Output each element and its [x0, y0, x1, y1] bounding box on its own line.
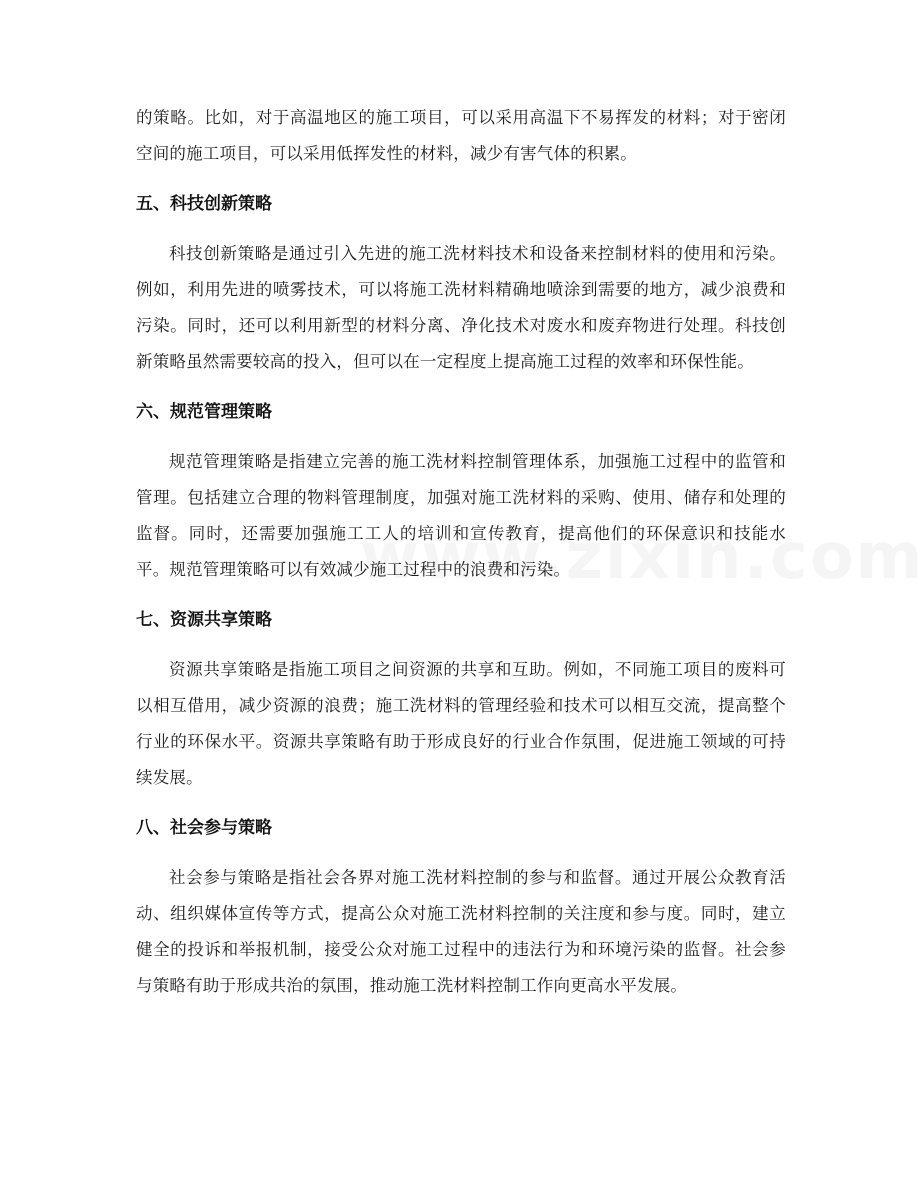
section-heading-8: 八、社会参与策略	[136, 818, 272, 838]
intro-paragraph: 的策略。比如，对于高温地区的施工项目，可以采用高温下不易挥发的材料；对于密闭空间的施工项目，可以采用低挥发性的材料，减少有害气体的积累。	[136, 108, 786, 163]
section-heading-5: 五、科技创新策略	[136, 194, 272, 214]
section-body-5: 科技创新策略是通过引入先进的施工洗材料技术和设备来控制材料的使用和污染。例如，利用先进的喷雾技术，可以将施工洗材料精确地喷涂到需要的地方，减少浪费和污染。同时，还可以利用新型的材料分离、净化技术对废水和废弃物进行处理。科技创新策略虽然需要较高的投入，但可以在一定程度上提高施工过程的效率和环保性能。	[136, 244, 786, 371]
section-body-7: 资源共享策略是指施工项目之间资源的共享和互助。例如，不同施工项目的废料可以相互借用，减少资源的浪费；施工洗材料的管理经验和技术可以相互交流，提高整个行业的环保水平。资源共享策略有助于形成良好的行业合作氛围，促进施工领域的可持续发展。	[136, 660, 786, 787]
section-body-6: 规范管理策略是指建立完善的施工洗材料控制管理体系，加强施工过程中的监管和管理。包括建立合理的物料管理制度，加强对施工洗材料的采购、使用、储存和处理的监督。同时，还需要加强施工工人的培训和宣传教育，提高他们的环保意识和技能水平。规范管理策略可以有效减少施工过程中的浪费和污染。	[136, 452, 786, 579]
document-content	[136, 100, 786, 1004]
section-heading-7: 七、资源共享策略	[136, 610, 272, 630]
section-body-8: 社会参与策略是指社会各界对施工洗材料控制的参与和监督。通过开展公众教育活动、组织媒体宣传等方式，提高公众对施工洗材料控制的关注度和参与度。同时，建立健全的投诉和举报机制，接受公众对施工过程中的违法行为和环境污染的监督。社会参与策略有助于形成共治的氛围，推动施工洗材料控制工作向更高水平发展。	[136, 868, 786, 995]
section-heading-6: 六、规范管理策略	[136, 402, 272, 422]
